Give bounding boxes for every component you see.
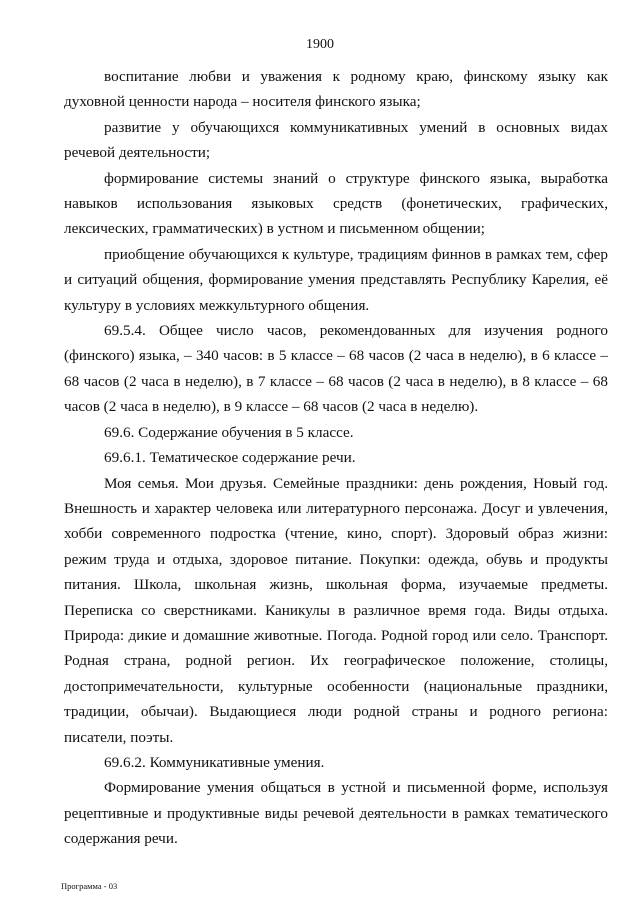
paragraph-thematic-topics: Моя семья. Мои друзья. Семейные праздники: день рождения, Новый год. Внешность и характер человека или литературного персонажа. Досуг и увлечения, хобби современного подростка (чтение, кино, спорт). Здоровый образ жизни: режим труда и отдыха, здоровое питание. Покупки: одежда, обувь и продукты питания. Школа, школьная жизнь, школьная форма, изучаемые предметы. Переписка со сверстниками. Каникулы в различное время года. Виды отдыха. Природа: дикие и домашние животные. Погода. Родной город или село. Транспорт. Родная страна, родной регион. Их географическое положение, столицы, достопримечательности, культурные особенности (национальные праздники, традиции, обычаи). Выдающиеся люди родной страны и родного региона: писатели, поэты. bbox=[64, 474, 608, 746]
paragraph-communication-forms: Формирование умения общаться в устной и письменной форме, используя рецептивные и продуктивные виды речевой деятельности в рамках тематического содержания речи. bbox=[64, 779, 608, 848]
paragraph-knowledge-system: формирование системы знаний о структуре финского языка, выработка навыков использования языковых средств (фонетических, графических, лексических, грамматических) в устном и письменном общении; bbox=[64, 169, 608, 238]
section-heading-thematic-content: 69.6.1. Тематическое содержание речи. bbox=[104, 449, 356, 467]
section-heading-communicative-skills: 69.6.2. Коммуникативные умения. bbox=[104, 753, 325, 771]
section-heading-content-grade-5: 69.6. Содержание обучения в 5 классе. bbox=[104, 423, 354, 441]
document-body bbox=[64, 64, 608, 852]
page-number: 1900 bbox=[306, 37, 334, 52]
paragraph-culture-traditions: приобщение обучающихся к культуре, традициям финнов в рамках тем, сфер и ситуаций общения, формирование умения представлять Республику Карелия, её культуру в условиях межкультурного общения. bbox=[64, 245, 608, 314]
paragraph-communicative-skills: развитие у обучающихся коммуникативных умений в основных видах речевой деятельности; bbox=[64, 118, 608, 162]
paragraph-hours-total: 69.5.4. Общее число часов, рекомендованных для изучения родного (финского) языка, – 340 часов: в 5 классе – 68 часов (2 часа в неделю), в 6 классе – 68 часов (2 часа в неделю), в 7 классе – 68 часов (2 часа в неделю), в 8 классе – 68 часов (2 часа в неделю), в 9 классе – 68 часов (2 часа в неделю). bbox=[64, 322, 608, 416]
footer-program-label: Программа - 03 bbox=[61, 881, 118, 891]
paragraph-love-of-homeland: воспитание любви и уважения к родному краю, финскому языку как духовной ценности народа – носителя финского языка; bbox=[64, 68, 608, 111]
